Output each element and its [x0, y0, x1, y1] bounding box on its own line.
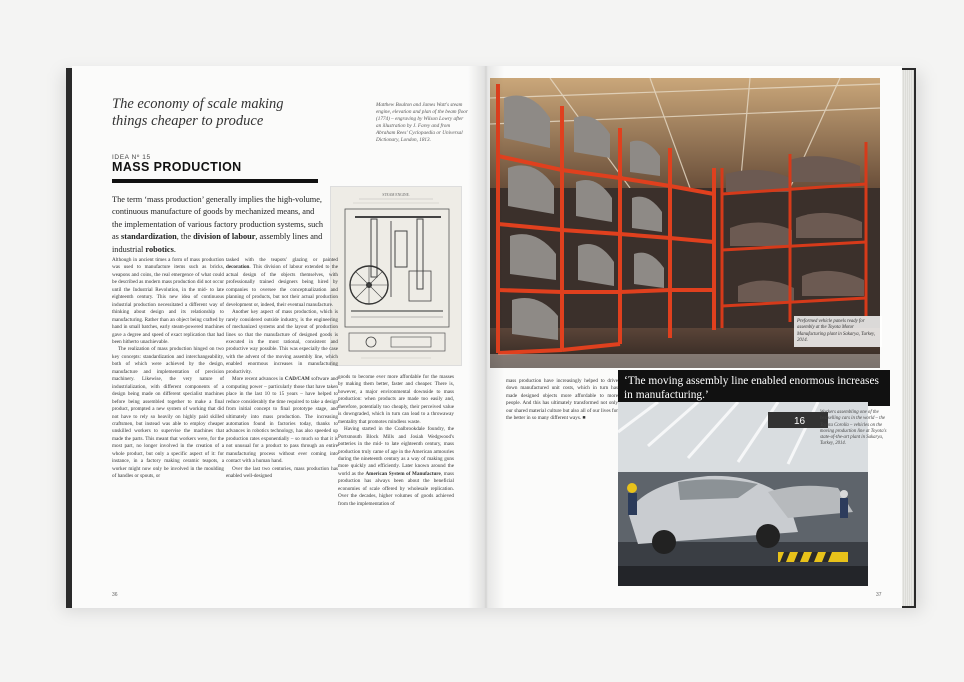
- body-paragraph: Over the last two centuries, mass production has enabled well-designed: [226, 465, 338, 480]
- page-number-right: 37: [876, 592, 882, 598]
- page-number-left: 36: [112, 592, 118, 598]
- left-page: [72, 66, 484, 608]
- pull-quote: ‘The moving assembly line enabled enormous increases in manufacturing.’: [618, 370, 890, 406]
- page-title: The economy of scale making things cheaper to produce: [112, 96, 284, 129]
- steam-engine-illustration: [331, 187, 461, 365]
- body-paragraph: Another key aspect of mass production, which is rarely considered outside industry, is the engineering of mechanized systems and the layout of production lines so that the manufacture of designed goods is executed in the most rational, consistent and productive way possible. This was especially the case with the advent of the moving assembly line, which enabled enormous increases in manufacturing productivity.: [226, 309, 338, 375]
- top-photo-caption: Preformed vehicle panels ready for assembly at the Toyota Motor Manufacturing plant in Sakarya, Turkey, 2014.: [794, 316, 882, 347]
- body-paragraph: The realization of mass production hinged on two key concepts: standardization and interchangeability, both of which were achieved by the design, manufacture and implementation of precision machinery. Likewise, the very nature of industrialization, with different components of a design being made on different specialist machines before being assembled together to make a final product, prompted a new system of working that did not have to rely so heavily on highly paid skilled craftsmen, but instead was able to employ cheaper unskilled workers to supervise the machines that made the parts. This meant that workers were, for the most part, no longer involved in the creation of a whole product, but only a specific aspect of it: for instance, in a factory making ceramic teapots, a worker might now only be involved in the moulding of handles or spouts, or: [112, 346, 224, 480]
- end-mark: ■: [581, 415, 586, 422]
- right-body-column: [506, 378, 618, 423]
- engraving-title: STEAM ENGINE.: [382, 193, 410, 197]
- engraving-caption: Matthew Boulton and James Watt's steam engine, elevation and plan of the beam floor (1774) – engraving by Wilson Lowry after an illustration by J. Farey and from Abraham Rees' Cyclopaedia or Universal Dictionary, London, 1813.: [376, 102, 468, 143]
- idea-number: IDEA Nº 15: [112, 154, 151, 161]
- steam-engine-engraving: [330, 186, 462, 366]
- body-column-3: [338, 374, 454, 508]
- body-paragraph: tasked with the teapots' glazing or painted decoration. This division of labour extended to the actual design of the objects themselves, with professionally trained designers being hired by companies to oversee the conceptualization and planning of products, but not their actual production development or, indeed, their eventual manufacture.: [226, 257, 338, 308]
- body-paragraph: Although in ancient times a form of mass production was used to manufacture items such as bricks, weapons and coins, the real emergence of what could be described as modern mass production did not occur until the Industrial Revolution, in the mid- to late eighteenth century. This new idea of continuous industrial production necessitated a different way of thinking about design and its relationship to manufacturing. Rather than an object being crafted by hand in small batches, early steam-powered machines gave a degree and speed of exact replication that had been hitherto unachievable.: [112, 257, 224, 345]
- bottom-photo-caption: Workers assembling one of the bestselling cars in the world – the Toyota Corolla – vehicles on the moving production line at Toyota's state-of-the-art plant in Sakarya, Turkey, 2014.: [820, 410, 887, 447]
- section-heading: MASS PRODUCTION: [112, 160, 242, 174]
- body-paragraph: Having started in the Coalbrookdale foundry, the Portsmouth Block Mills and Josiah Wedgwood's potteries in the mid- to late eighteenth century, mass production truly came of age in the American armouries during the nineteenth century as a way of making guns more quickly and efficiently. Later known around the world as the American System of Manufacture, mass production has always been about the beneficial economies of scale offered by wholesale replication. Over the decades, higher volumes of goods achieved from the implementation of: [338, 426, 454, 507]
- body-column-1: [112, 257, 224, 481]
- plant-sign: 16: [794, 416, 806, 427]
- right-page: [484, 66, 902, 608]
- body-paragraph: More recent advances in CAD/CAM software and computing power – particularly those that have taken place in the last 10 to 15 years – have helped to reduce considerably the time required to take a design from initial concept to final prototype stage, and ultimately into mass production. The increasing automation found in factories today, thanks to advances in robotics technology, has also speeded up production rates exponentially – so much so that it is not unusual for a product to pass through an entire manufacturing process without ever coming into contact with a human hand.: [226, 376, 338, 465]
- term-robotics: robotics: [145, 244, 174, 254]
- heading-rule: [112, 179, 318, 183]
- body-paragraph: goods to become ever more affordable for the masses by making them better, faster and cheaper. There is, however, a major environmental downside to mass production: when products are made too easily and, therefore, potentially too cheaply, their perceived value is downgraded, which in turn can lead to a throwaway mentality that promotes mindless waste.: [338, 374, 454, 425]
- term-standardization: standardization: [121, 232, 177, 242]
- body-column-2: [226, 257, 338, 481]
- body-paragraph: mass production have increasingly helped to drive down manufactured unit costs, which in turn has made designed objects more affordable to more people. And this has ultimately transformed not only our shared material culture but also all of our lives for the better in so many different ways. ■: [506, 378, 618, 422]
- page-edges: [902, 70, 914, 606]
- intro-paragraph: The term ‘mass production’ generally implies the high-volume, continuous manufacture of goods by mechanized means, and the implementation of various factory production systems, such as standardization, the division of labour, assembly lines and industrial robotics.: [112, 195, 324, 254]
- term-division-of-labour: division of labour: [193, 232, 256, 242]
